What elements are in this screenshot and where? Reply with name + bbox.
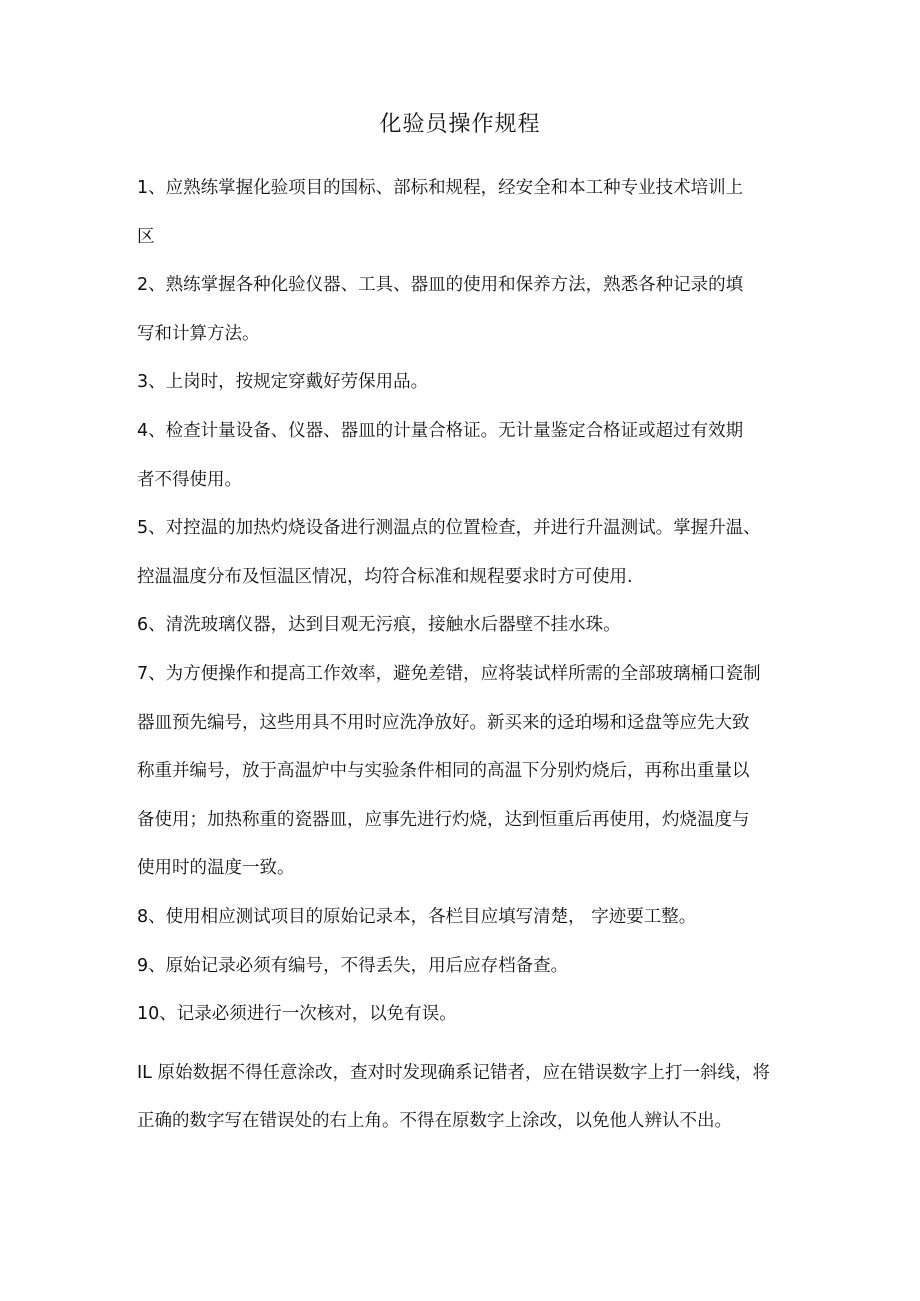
rule-item-6: 6、清洗玻璃仪器，达到目观无污痕，接触水后器壁不挂水珠。	[137, 615, 621, 636]
rule-item-10: 10、记录必须进行一次核对，以免有误。	[137, 1004, 457, 1025]
document-body	[137, 164, 797, 1146]
rule-item-3: 3、上岗时，按规定穿戴好劳保用品。	[137, 372, 429, 393]
rule-item-7: 7、为方便操作和提高工作效率，避免差错，应将装试样所需的全部玻璃桶口瓷制 器皿预先编号，这些用具不用时应洗净放好。新买来的迳珀埸和迳盘等应先大致 称重并编号，放于高温炉中与实验条件相同的高温下分别灼烧后，再称出重量以 备使用；加热称重的瓷器皿，应事先进行灼烧，达到恒重后再使用，灼烧温度与 使用时的温度一致。	[137, 663, 761, 879]
rule-item-1: 1、应熟练掌握化验项目的国标、部标和规程，经安全和本工种专业技术培训上 区	[137, 178, 744, 247]
rule-item-2: 2、熟练掌握各种化验仪器、工具、器皿的使用和保养方法，熟悉各种记录的填 写和计算方法。	[137, 275, 744, 344]
rule-item-5: 5、对控温的加热灼烧设备进行测温点的位置检查，并进行升温测试。掌握升温、 控温温度分布及恒温区情况，均符合标准和规程要求时方可使用.	[137, 518, 761, 587]
document-title: 化验员操作规程	[379, 112, 541, 137]
rule-item-9: 9、原始记录必须有编号，不得丢失，用后应存档备查。	[137, 955, 569, 976]
rule-item-11: IL 原始数据不得任意涂改，查对时发现确系记错者，应在错误数字上打一斜线，将 正确的数字写在错误处的右上角。不得在原数字上涂改，以免他人辨认不出。	[137, 1062, 770, 1132]
rule-item-4: 4、检查计量设备、仪器、器皿的计量合格证。无计量鉴定合格证或超过有效期 者不得使用。	[137, 420, 744, 490]
rule-item-8: 8、使用相应测试项目的原始记录本，各栏目应填写清楚， 字迹要工整。	[137, 906, 697, 927]
